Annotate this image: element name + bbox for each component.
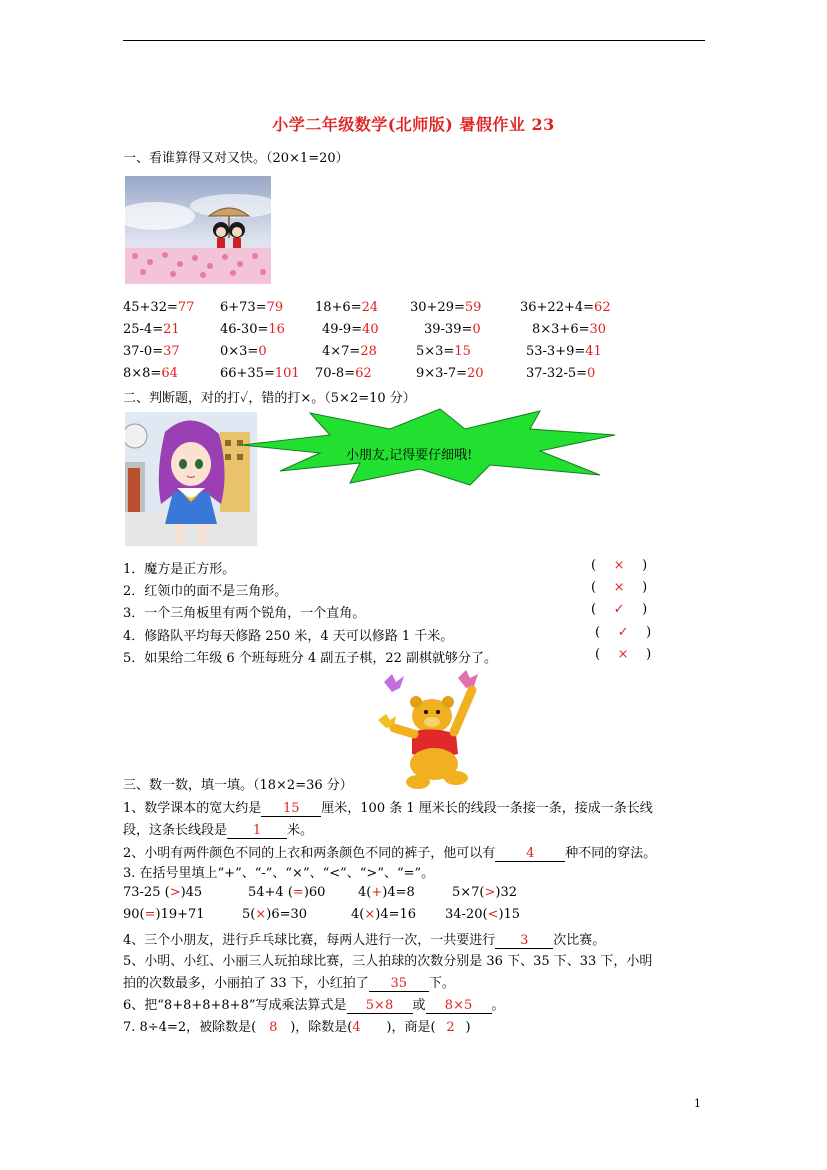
calc-item bbox=[424, 322, 481, 337]
q7-line: 7. 8÷4=2，被除数是( 8 )，除数是(4 )，商是( 2 ) bbox=[123, 1020, 471, 1035]
calc-answer: 62 bbox=[355, 366, 372, 381]
calc-item bbox=[123, 322, 180, 337]
compare-item: 54+4 (=)60 bbox=[248, 885, 326, 900]
calc-answer: 24 bbox=[361, 300, 379, 315]
calc-question: 53-3+9= bbox=[526, 344, 586, 359]
calc-item bbox=[220, 300, 283, 315]
calc-answer: 79 bbox=[266, 300, 284, 315]
compare-item: 5(×)6=30 bbox=[242, 907, 308, 922]
compare-item: 90(=)19+71 bbox=[123, 907, 205, 922]
q5-line1: 5、小明、小红、小丽三人玩拍球比赛，三人拍球的次数分别是 36 下、35 下、33 下，小明 bbox=[123, 954, 653, 969]
compare-answer: = bbox=[292, 885, 304, 900]
calc-question: 66+35= bbox=[220, 366, 275, 381]
q1-line1: 1、数学课本的宽大约是 15 厘米，100 条 1 厘米长的线段一条接一条，接成一条长线 bbox=[123, 801, 653, 816]
judgement-mark: × bbox=[613, 580, 625, 595]
calc-item bbox=[315, 366, 372, 381]
q6-answer1: 5×8 bbox=[347, 998, 413, 1014]
q1-answer-length: 1 bbox=[227, 823, 287, 839]
calc-question: 37-0= bbox=[123, 344, 164, 359]
q5-answer: 35 bbox=[369, 976, 429, 992]
judgement-item: 4．修路队平均每天修路 250 米，4 天可以修路 1 千米。 bbox=[123, 629, 454, 644]
q1-answer-width: 15 bbox=[261, 801, 321, 817]
q7-quotient: 2 bbox=[446, 1020, 455, 1035]
calc-item bbox=[123, 366, 178, 381]
calc-question: 5×3= bbox=[416, 344, 455, 359]
calc-question: 39-39= bbox=[424, 322, 473, 337]
pooh-bear-image bbox=[376, 668, 486, 790]
q7-dividend: 8 bbox=[269, 1020, 278, 1035]
calc-question: 70-8= bbox=[315, 366, 356, 381]
q4-answer: 3 bbox=[495, 933, 553, 949]
judgement-answer: ( ✓ ) bbox=[595, 625, 652, 640]
calc-item bbox=[322, 344, 377, 359]
calc-item bbox=[220, 366, 300, 381]
page-title: 小学二年级数学(北师版) 暑假作业 23 bbox=[272, 115, 555, 134]
calc-item bbox=[520, 300, 611, 315]
calc-item bbox=[220, 322, 285, 337]
compare-answer: < bbox=[487, 907, 499, 922]
calc-question: 37-32-5= bbox=[526, 366, 588, 381]
calc-answer: 37 bbox=[163, 344, 180, 359]
calc-question: 46-30= bbox=[220, 322, 269, 337]
judgement-item: 1．魔方是正方形。 bbox=[123, 562, 236, 577]
calc-question: 18+6= bbox=[315, 300, 362, 315]
compare-item: 4(+)4=8 bbox=[358, 885, 415, 900]
calc-item bbox=[322, 322, 379, 337]
calc-answer: 28 bbox=[360, 344, 377, 359]
calc-question: 36+22+4= bbox=[520, 300, 595, 315]
calc-answer: 20 bbox=[467, 366, 484, 381]
header-rule bbox=[123, 40, 705, 41]
calc-answer: 30 bbox=[589, 322, 607, 337]
calc-question: 8×3+6= bbox=[532, 322, 590, 337]
section2-heading: 二、判断题，对的打✓，错的打×。（5×2=10 分） bbox=[123, 391, 416, 406]
judgement-mark: ✓ bbox=[613, 602, 625, 617]
judgement-item: 2．红领巾的面不是三角形。 bbox=[123, 584, 288, 599]
judgement-answer: ( × ) bbox=[591, 558, 648, 573]
compare-item: 34-20(<)15 bbox=[445, 907, 521, 922]
calc-item bbox=[416, 344, 471, 359]
calc-question: 25-4= bbox=[123, 322, 164, 337]
compare-answer: × bbox=[255, 907, 267, 922]
calc-item bbox=[532, 322, 606, 337]
compare-item: 73-25 (>)45 bbox=[123, 885, 203, 900]
q5-line2: 拍的次数最多，小丽拍了 33 下，小红拍了 35 下。 bbox=[123, 976, 455, 991]
calc-item bbox=[416, 366, 484, 381]
calc-answer: 77 bbox=[177, 300, 195, 315]
compare-answer: + bbox=[371, 885, 383, 900]
q6-answer2: 8×5 bbox=[426, 998, 492, 1014]
q3-instruction: 3. 在括号里填上“+”、“-”、“×”、“<”、“>”、“=”。 bbox=[123, 866, 435, 881]
judgement-item: 3．一个三角板里有两个锐角，一个直角。 bbox=[123, 606, 366, 621]
calc-answer: 0 bbox=[258, 344, 267, 359]
compare-item: 5×7(>)32 bbox=[452, 885, 518, 900]
calc-question: 30+29= bbox=[410, 300, 465, 315]
calc-item bbox=[315, 300, 378, 315]
compare-answer: = bbox=[144, 907, 156, 922]
judgement-answer: ( ✓ ) bbox=[591, 602, 648, 617]
calc-question: 49-9= bbox=[322, 322, 363, 337]
q2-answer: 4 bbox=[495, 846, 565, 862]
compare-item: 4(×)4=16 bbox=[351, 907, 417, 922]
q4-line: 4、三个小朋友，进行乒乓球比赛，每两人进行一次，一共要进行 3 次比赛。 bbox=[123, 933, 606, 948]
calc-item bbox=[526, 344, 602, 359]
judgement-mark: × bbox=[613, 558, 625, 573]
calc-question: 45+32= bbox=[123, 300, 178, 315]
compare-answer: > bbox=[484, 885, 496, 900]
calc-answer: 41 bbox=[585, 344, 602, 359]
calc-answer: 15 bbox=[454, 344, 471, 359]
compare-answer: × bbox=[364, 907, 376, 922]
q7-divisor: 4 bbox=[352, 1020, 361, 1035]
section3-heading: 三、数一数，填一填。（18×2=36 分） bbox=[123, 778, 353, 793]
q6-line: 6、把“8+8+8+8+8”写成乘法算式是 5×8 或 8×5 。 bbox=[123, 998, 505, 1013]
calc-item bbox=[526, 366, 595, 381]
calc-answer: 101 bbox=[274, 366, 300, 381]
girl-cartoon-image bbox=[125, 412, 257, 546]
judgement-answer: ( × ) bbox=[595, 647, 652, 662]
calc-question: 4×7= bbox=[322, 344, 361, 359]
calc-question: 0×3= bbox=[220, 344, 259, 359]
calc-answer: 0 bbox=[587, 366, 596, 381]
q1-line2: 段，这条长线段是 1 米。 bbox=[123, 823, 314, 838]
calc-answer: 62 bbox=[594, 300, 611, 315]
calc-answer: 40 bbox=[362, 322, 379, 337]
calc-answer: 21 bbox=[163, 322, 180, 337]
judgement-answer: ( × ) bbox=[591, 580, 648, 595]
umbrella-couple-image bbox=[125, 176, 271, 284]
calc-item bbox=[410, 300, 481, 315]
calc-question: 6+73= bbox=[220, 300, 267, 315]
calc-answer: 16 bbox=[268, 322, 285, 337]
calc-question: 9×3-7= bbox=[416, 366, 467, 381]
judgement-mark: × bbox=[617, 647, 629, 662]
calc-item bbox=[123, 344, 180, 359]
calc-item bbox=[123, 300, 194, 315]
calc-question: 8×8= bbox=[123, 366, 162, 381]
section1-heading: 一、看谁算得又对又快。（20×1=20） bbox=[123, 151, 349, 166]
judgement-mark: ✓ bbox=[617, 625, 629, 640]
q2-line: 2、小明有两件颜色不同的上衣和两条颜色不同的裤子，他可以有 4 种不同的穿法。 bbox=[123, 846, 657, 861]
bubble-text: 小朋友,记得要仔细哦! bbox=[346, 448, 473, 463]
calc-answer: 59 bbox=[464, 300, 482, 315]
page-number: 1 bbox=[694, 1097, 701, 1110]
calc-answer: 64 bbox=[161, 366, 178, 381]
calc-item bbox=[220, 344, 267, 359]
calc-answer: 0 bbox=[472, 322, 481, 337]
judgement-item: 5．如果给二年级 6 个班每班分 4 副五子棋，22 副棋就够分了。 bbox=[123, 651, 498, 666]
compare-answer: > bbox=[169, 885, 181, 900]
